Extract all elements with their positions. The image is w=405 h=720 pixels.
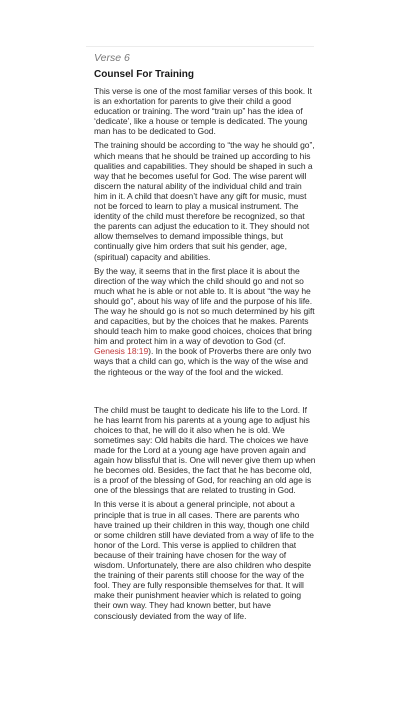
section-gap bbox=[94, 381, 316, 405]
paragraph-3-text-after: ). In the book of Proverbs there are only two ways that a child can go, which is the way of the wise and the righteous or the way of the fool and the wicked. bbox=[94, 346, 312, 377]
paragraph-5: In this verse it is about a general principle, not about a principle that is true in all cases. There are parents who have trained up their children in this way, though one child or some children still have deviated from a way of life to the honor of the Lord. This verse is applied to children that because of their training have chosen for the way of wisdom. Unfortunately, there are also children who despite the training of their parents still choose for the way of the fool. They are fully responsible themselves for that. It will make their punishment heavier which is related to going their own way. They had known better, but have consciously deviated from the way of life. bbox=[94, 499, 314, 621]
paragraph-2: The training should be according to “the way he should go”, which means that he should be trained up according to his qualities and capabilities. They should be shaped in such a way that he becomes useful for God. The wise parent will discern the natural ability of the individual child and train him in it. A child that doesn’t have any gift for music, must not be forced to learn to play a musical instrument. The identity of the child must therefore be recognized, so that the parents can adjust the education to it. They should not allow themselves to demand impossible things, but continually give him orders that suit his gender, age, (spiritual) capacity and abilities. bbox=[94, 140, 315, 262]
paragraph-3-text-before: By the way, it seems that in the first place it is about the direction of the way which the child should go and not so much what he is able or not able to. It is about “the way he should go”, about his way of life and the purpose of his life. The way he should go is not so much determined by his gift and capacities, but by the choices that he makes. Parents should teach him to make good choices, choices that bring him and protect him in a way of devotion to God (cf. bbox=[94, 265, 315, 347]
paragraph-4: The child must be taught to dedicate his life to the Lord. If he has learnt from his parents at a young age to adjust his choices to that, he will do it also when he is old. We sometimes say: Old habits die hard. The choices we have made for the Lord at a young age have proven again and again how blissful that is. One will never give them up when he becomes old. Besides, the fact that he has become old, is a proof of the blessing of God, for reaching an old age is one of the blessings that are related to trusting in God. bbox=[94, 404, 316, 496]
scripture-reference-link[interactable]: Genesis 18:19 bbox=[94, 346, 149, 357]
section-heading: Counsel For Training bbox=[94, 69, 195, 80]
paragraph-1: This verse is one of the most familiar verses of this book. It is an exhortation for parents to give their child a good education or training. The word “train up” has the idea of ‘dedicate’, like a house or temple is dedicated. The young man has to be dedicated to God. bbox=[94, 86, 312, 137]
paragraph-3 bbox=[94, 266, 316, 377]
verse-label: Verse 6 bbox=[94, 52, 130, 64]
verse-commentary bbox=[94, 47, 316, 625]
